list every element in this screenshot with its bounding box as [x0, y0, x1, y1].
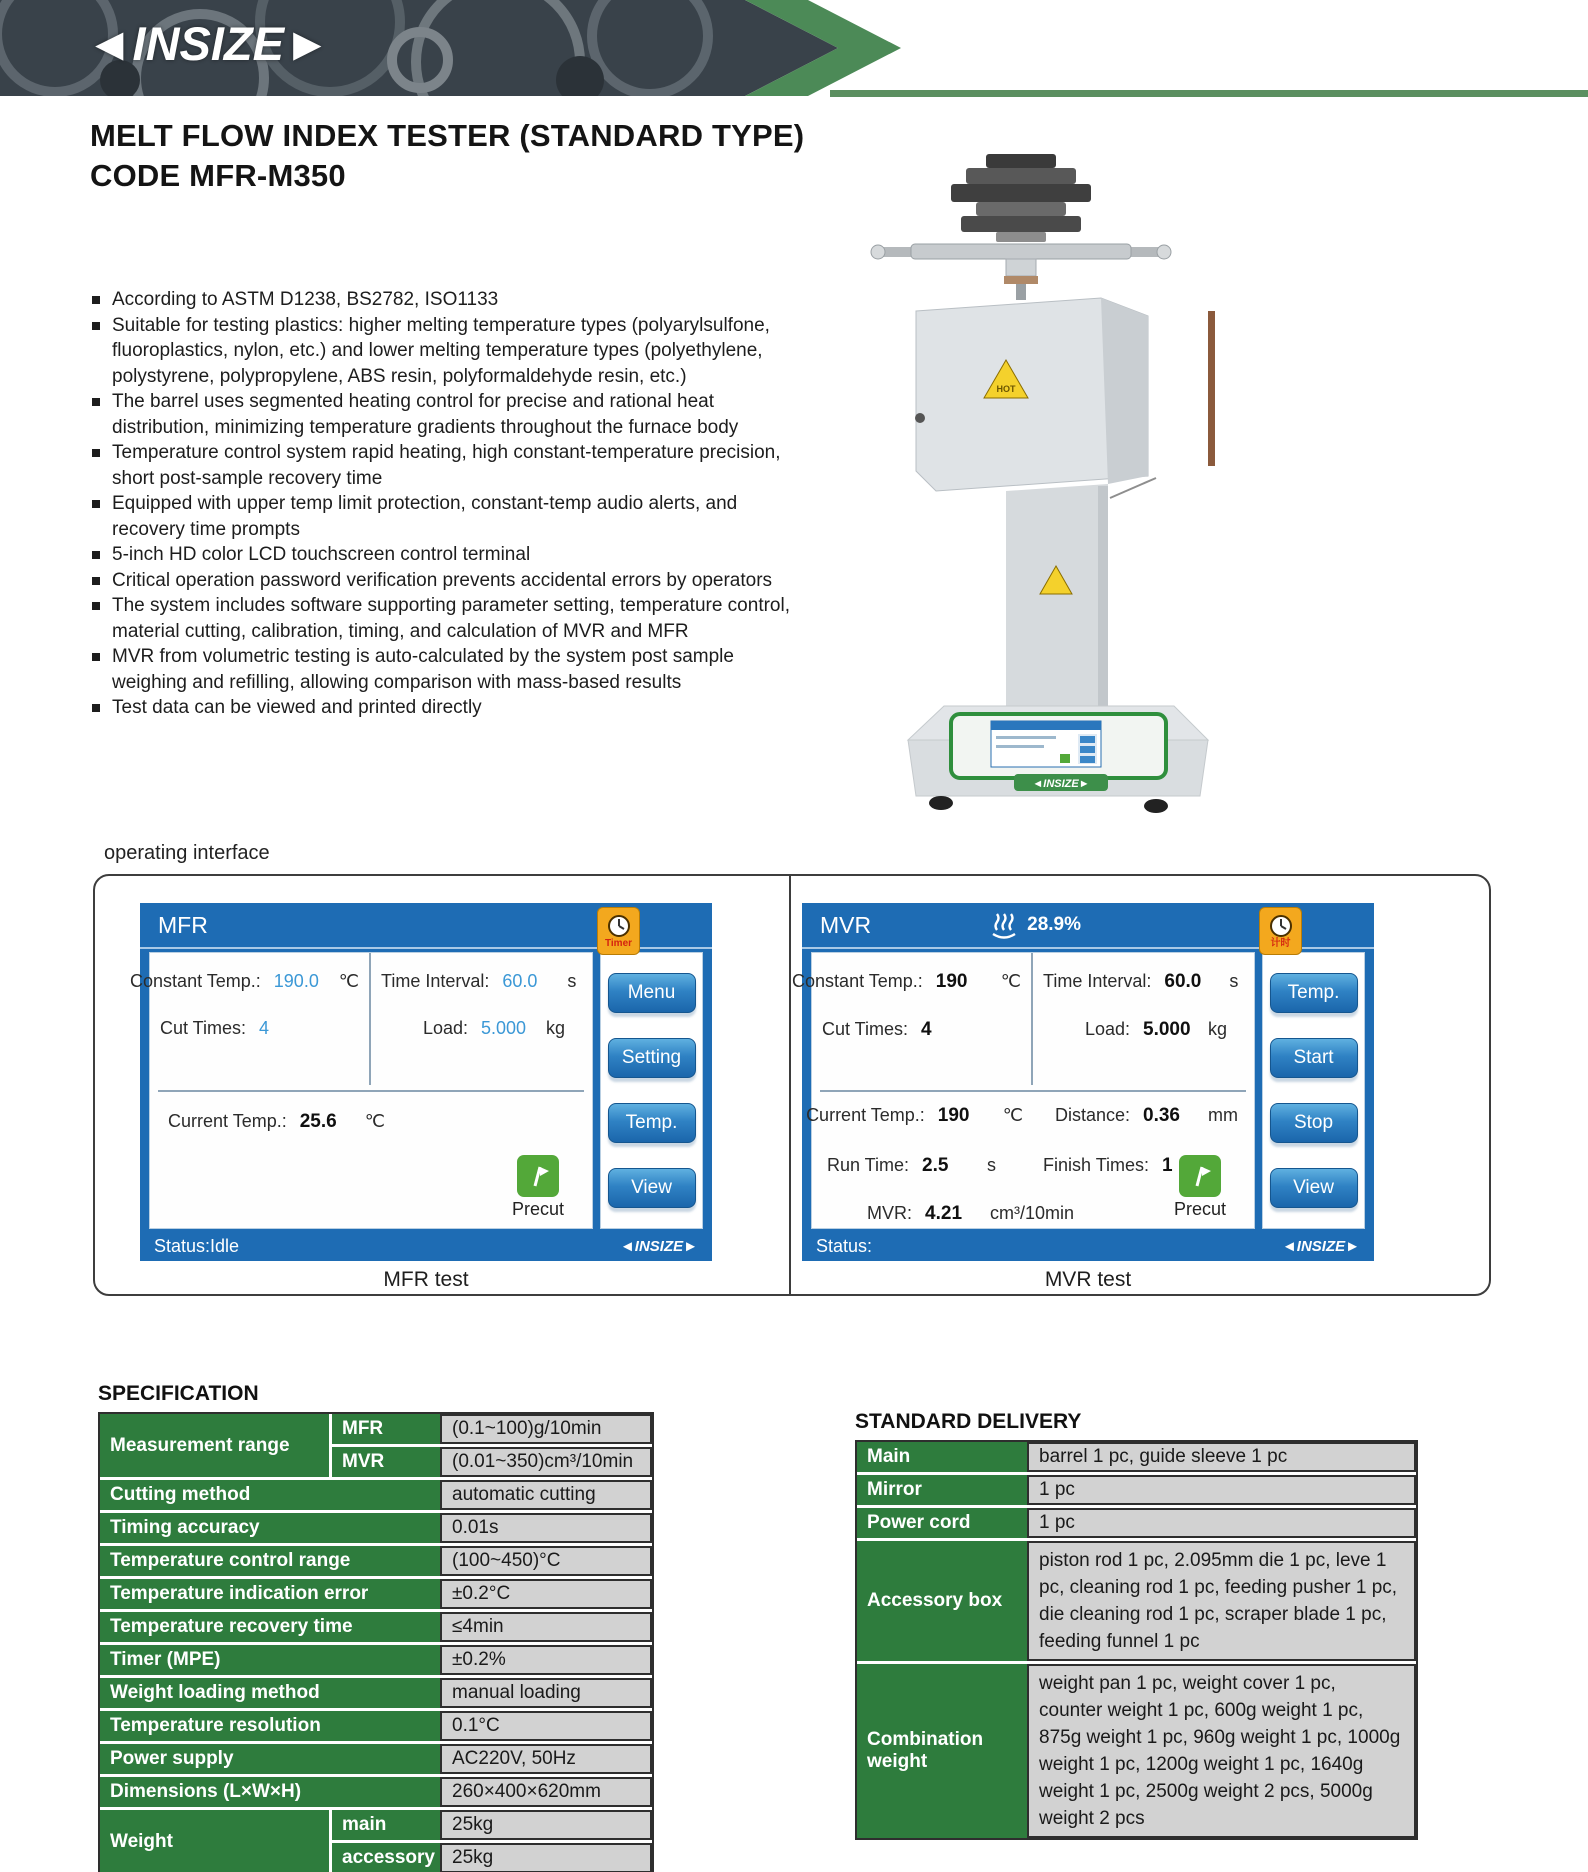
field-unit: ℃ [1000, 971, 1021, 991]
feature-item [92, 593, 798, 644]
heating-icon [989, 910, 1019, 940]
spec-value: 0.01s [440, 1513, 652, 1543]
feature-text: According to ASTM D1238, BS2782, ISO1133 [112, 289, 499, 310]
mfr-body [130, 952, 703, 1229]
spec-row [100, 1777, 652, 1807]
spec-row [100, 1513, 652, 1543]
field-value: 1 [1162, 1155, 1173, 1176]
bullet-icon [92, 322, 100, 330]
field-label: Constant Temp.: [792, 971, 923, 991]
spec-label: Temperature indication error [100, 1579, 440, 1609]
feature-item [92, 287, 798, 313]
status-text: Status: [816, 1235, 873, 1256]
constant-temp-field [792, 971, 1021, 993]
spec-label: Timing accuracy [100, 1513, 440, 1543]
spec-sublabel: MVR [329, 1447, 440, 1477]
delivery-row [857, 1442, 1416, 1472]
current-temp-row [150, 1111, 592, 1133]
spec-label: Timer (MPE) [100, 1645, 440, 1675]
feature-item [92, 568, 798, 594]
time-interval-field [1043, 971, 1244, 993]
standard-delivery-heading: STANDARD DELIVERY [855, 1410, 1082, 1433]
cut-times-field [822, 1019, 1021, 1041]
bullet-icon [92, 704, 100, 712]
spec-row [100, 1711, 652, 1741]
standard-delivery-table [855, 1440, 1418, 1840]
spec-row [100, 1678, 652, 1708]
timer-button-label: Timer [604, 937, 633, 949]
precut-label: Precut [511, 1199, 565, 1219]
spec-row-measurement-range [100, 1414, 652, 1477]
field-unit: cm³/10min [990, 1203, 1075, 1223]
title-line-2: CODE MFR-M350 [90, 158, 346, 193]
foot [929, 796, 953, 810]
mvr-button-column [1262, 952, 1365, 1229]
delivery-value: 1 pc [1027, 1508, 1416, 1538]
spec-value: 260×400×620mm [440, 1777, 652, 1807]
field-value: 25.6 [299, 1111, 337, 1132]
start-button[interactable]: Start [1270, 1038, 1358, 1078]
field-unit: ℃ [1002, 1105, 1023, 1125]
feature-text: Critical operation password verification prevents accidental errors by operators [112, 569, 773, 591]
cut-times-field [160, 1018, 359, 1039]
field-label: Cut Times: [822, 1019, 909, 1039]
clock-icon [1269, 914, 1293, 938]
field-unit: mm [1208, 1105, 1238, 1125]
spec-value: ±0.2% [440, 1645, 652, 1675]
stop-button[interactable]: Stop [1270, 1103, 1358, 1143]
field-unit: s [567, 971, 577, 991]
precut-control [1168, 1155, 1232, 1220]
delivery-value: 1 pc [1027, 1475, 1416, 1505]
feature-text: Suitable for testing plastics: higher melting temperature types (polyarylsulfone, fluoroplastics, nylon, etc.) and lower melting temperature types (polyethylene, polystyrene, polypropylene, ABS resin, polyformaldehyde resin, etc.) [112, 314, 770, 387]
field-unit: ℃ [338, 971, 359, 991]
page-title [90, 116, 804, 196]
current-temp-distance-row [806, 1105, 1254, 1127]
field-unit: kg [546, 1018, 566, 1038]
field-label: MVR: [867, 1203, 913, 1223]
feature-text: Equipped with upper temp limit protection, constant-temp audio alerts, and recovery time prompts [112, 493, 738, 540]
spec-value: 25kg [440, 1810, 652, 1840]
field-label: Cut Times: [160, 1018, 247, 1038]
base-mini-screen [991, 721, 1101, 767]
field-value: 190 [937, 1105, 970, 1126]
field-value: 4 [921, 1019, 932, 1040]
spec-row [100, 1546, 652, 1576]
precut-label: Precut [1173, 1199, 1227, 1219]
spec-label: Measurement range [100, 1414, 329, 1477]
mvr-title: MVR [820, 911, 872, 938]
load-field [381, 1018, 582, 1039]
mvr-status-bar [802, 1231, 1374, 1261]
view-button[interactable]: View [608, 1168, 696, 1208]
heating-percent: 28.9% [1027, 914, 1081, 935]
temp-button[interactable]: Temp. [608, 1103, 696, 1143]
spec-row [100, 1612, 652, 1642]
field-label: Load: [422, 1018, 468, 1038]
weight-bracket [871, 244, 1171, 300]
page-header [0, 0, 1588, 100]
view-button[interactable]: View [1270, 1168, 1358, 1208]
field-label: Time Interval: [1043, 971, 1152, 991]
base-brand-label: ◄INSIZE► [1032, 778, 1090, 790]
field-unit: ℃ [364, 1111, 385, 1131]
spec-value: 25kg [440, 1843, 652, 1872]
field-value: 190 [935, 971, 968, 992]
delivery-row [857, 1541, 1416, 1661]
setting-button[interactable]: Setting [608, 1038, 696, 1078]
field-value: 0.36 [1143, 1105, 1180, 1126]
feature-text: The system includes software supporting parameter setting, temperature control, material cutting, calibration, timing, and calculation of MVR and MFR [112, 595, 790, 642]
spec-value: (100~450)°C [440, 1546, 652, 1576]
precut-icon[interactable] [517, 1155, 559, 1197]
spec-sublabel: MFR [329, 1414, 440, 1444]
spec-label: Temperature control range [100, 1546, 440, 1576]
delivery-row [857, 1508, 1416, 1538]
delivery-row [857, 1475, 1416, 1505]
spec-row [100, 1480, 652, 1510]
field-label: Distance: [1054, 1105, 1130, 1125]
heating-indicator [989, 910, 1081, 940]
field-value: 4 [259, 1018, 270, 1038]
bullet-icon [92, 449, 100, 457]
precut-control [506, 1155, 570, 1220]
spec-value: (0.01~350)cm³/10min [440, 1447, 652, 1477]
operating-interface-box [93, 874, 1491, 1296]
thermometer-rod [1208, 311, 1215, 466]
delivery-value: barrel 1 pc, guide sleeve 1 pc [1027, 1442, 1416, 1472]
spec-value: 0.1°C [440, 1711, 652, 1741]
spec-value: automatic cutting [440, 1480, 652, 1510]
spec-label: Cutting method [100, 1480, 440, 1510]
divider-line [820, 1090, 1246, 1092]
field-value: 4.21 [925, 1203, 963, 1224]
mfr-button-column [600, 952, 703, 1229]
delivery-row [857, 1664, 1416, 1838]
interface-divider [789, 876, 791, 1294]
timer-button[interactable] [597, 907, 640, 955]
feature-item [92, 695, 798, 721]
timer-button[interactable] [1259, 907, 1302, 955]
spec-row-weight [100, 1810, 652, 1872]
constant-temp-field [130, 971, 359, 992]
delivery-value: weight pan 1 pc, weight cover 1 pc, counter weight 1 pc, 600g weight 1 pc, 875g weight 1 pc, 960g weight 1 pc, 1000g weight 1 pc, 1200g weight 1 pc, 1640g weight 1 pc, 2500g weight 2 pcs, 5000g weight 2 pcs [1027, 1664, 1416, 1838]
load-field [1043, 1019, 1244, 1041]
mvr-title-bar [802, 903, 1374, 949]
hot-warning-label: HOT [996, 384, 1016, 394]
delivery-value: piston rod 1 pc, 2.095mm die 1 pc, leve 1 pc, cleaning rod 1 pc, feeding pusher 1 pc, die cleaning rod 1 pc, scraper blade 1 pc, feeding funnel 1 pc [1027, 1541, 1416, 1661]
spec-label: Weight [100, 1810, 329, 1872]
mvr-body [792, 952, 1365, 1229]
field-label: Load: [1084, 1019, 1130, 1039]
time-interval-field [381, 971, 582, 992]
bullet-icon [92, 653, 100, 661]
temp-button[interactable]: Temp. [1270, 973, 1358, 1013]
spec-value: manual loading [440, 1678, 652, 1708]
field-label: Finish Times: [1043, 1155, 1150, 1175]
status-text: Status:Idle [154, 1235, 240, 1256]
insize-logo-small: ◄INSIZE► [1281, 1237, 1360, 1255]
spec-row [100, 1645, 652, 1675]
feature-text: Temperature control system rapid heating, high constant-temperature precision, short post-sample recovery time [112, 442, 781, 489]
melt-flow-tester-illustration [856, 146, 1256, 818]
product-photo [856, 146, 1256, 818]
title-line-1: MELT FLOW INDEX TESTER (STANDARD TYPE) [90, 118, 805, 153]
spec-label: Dimensions (L×W×H) [100, 1777, 440, 1807]
insize-logo: ◄INSIZE► [86, 17, 331, 70]
field-label: Run Time: [826, 1155, 909, 1175]
mfr-main-area [130, 952, 593, 1229]
delivery-label: Combination weight [857, 1664, 1027, 1838]
feature-item [92, 440, 798, 491]
spec-label: Temperature recovery time [100, 1612, 440, 1642]
feature-item [92, 491, 798, 542]
mfr-caption: MFR test [383, 1268, 469, 1291]
menu-button[interactable]: Menu [608, 973, 696, 1013]
bullet-icon [92, 577, 100, 585]
specification-heading: SPECIFICATION [98, 1382, 259, 1405]
feature-list [92, 287, 798, 721]
header-green-rule [830, 90, 1588, 97]
mfr-title: MFR [158, 911, 208, 938]
field-label: Constant Temp.: [130, 971, 261, 991]
delivery-label: Accessory box [857, 1541, 1027, 1661]
spec-row [100, 1744, 652, 1774]
spec-value: AC220V, 50Hz [440, 1744, 652, 1774]
mfr-screen [130, 903, 712, 1261]
field-label: Current Temp.: [806, 1105, 925, 1125]
spec-row [100, 1579, 652, 1609]
precut-icon[interactable] [1179, 1155, 1221, 1197]
spec-value: ≤4min [440, 1612, 652, 1642]
bullet-icon [92, 398, 100, 406]
divider-line [158, 1090, 584, 1092]
operating-interface-label: operating interface [104, 842, 270, 864]
feature-item [92, 313, 798, 390]
spec-label: Weight loading method [100, 1678, 440, 1708]
feature-text: 5-inch HD color LCD touchscreen control terminal [112, 544, 531, 565]
mvr-screen [792, 903, 1374, 1261]
spec-sublabel: main [329, 1810, 440, 1840]
spec-sublabel: accessory [329, 1843, 440, 1872]
feature-text: Test data can be viewed and printed directly [112, 697, 482, 718]
field-value: 190.0 [273, 971, 319, 991]
spec-label: Temperature resolution [100, 1711, 440, 1741]
feature-item [92, 644, 798, 695]
mfr-title-bar [140, 903, 712, 949]
field-unit: kg [1208, 1019, 1228, 1039]
field-value: 60.0 [502, 971, 538, 991]
mfr-parameters [130, 953, 592, 1085]
field-value: 60.0 [1164, 971, 1202, 992]
field-unit: s [987, 1155, 996, 1175]
bullet-icon [92, 602, 100, 610]
mvr-main-area [792, 952, 1255, 1229]
mvr-result-row [812, 1203, 1086, 1225]
timer-button-label: 计时 [1270, 937, 1291, 949]
delivery-label: Power cord [857, 1508, 1027, 1538]
delivery-label: Mirror [857, 1475, 1027, 1505]
feature-item [92, 542, 798, 568]
mvr-caption: MVR test [1044, 1268, 1132, 1291]
furnace-head [915, 298, 1215, 498]
feature-text: MVR from volumetric testing is auto-calculated by the system post sample weighing and refilling, allowing comparison with mass-based results [112, 646, 734, 693]
insize-logo-small: ◄INSIZE► [619, 1237, 698, 1255]
column [1006, 484, 1108, 706]
mfr-status-bar [140, 1231, 712, 1261]
delivery-label: Main [857, 1442, 1027, 1472]
spec-value: (0.1~100)g/10min [440, 1414, 652, 1444]
feature-item [92, 389, 798, 440]
spec-value: ±0.2°C [440, 1579, 652, 1609]
mvr-parameters [792, 953, 1254, 1085]
field-value: 5.000 [481, 1018, 527, 1038]
bullet-icon [92, 500, 100, 508]
clock-icon [607, 914, 631, 938]
field-label: Current Temp.: [168, 1111, 287, 1131]
field-label: Time Interval: [381, 971, 490, 991]
base [908, 706, 1208, 813]
specification-table [98, 1412, 654, 1872]
foot [1144, 799, 1168, 813]
feature-text: The barrel uses segmented heating control for precise and rational heat distribution, minimizing temperature gradients throughout the furnace body [112, 391, 739, 438]
bullet-icon [92, 296, 100, 304]
spec-label: Power supply [100, 1744, 440, 1774]
field-value: 5.000 [1143, 1019, 1191, 1040]
bullet-icon [92, 551, 100, 559]
weight-stack [951, 154, 1091, 242]
field-unit: s [1229, 971, 1239, 991]
field-value: 2.5 [922, 1155, 949, 1176]
